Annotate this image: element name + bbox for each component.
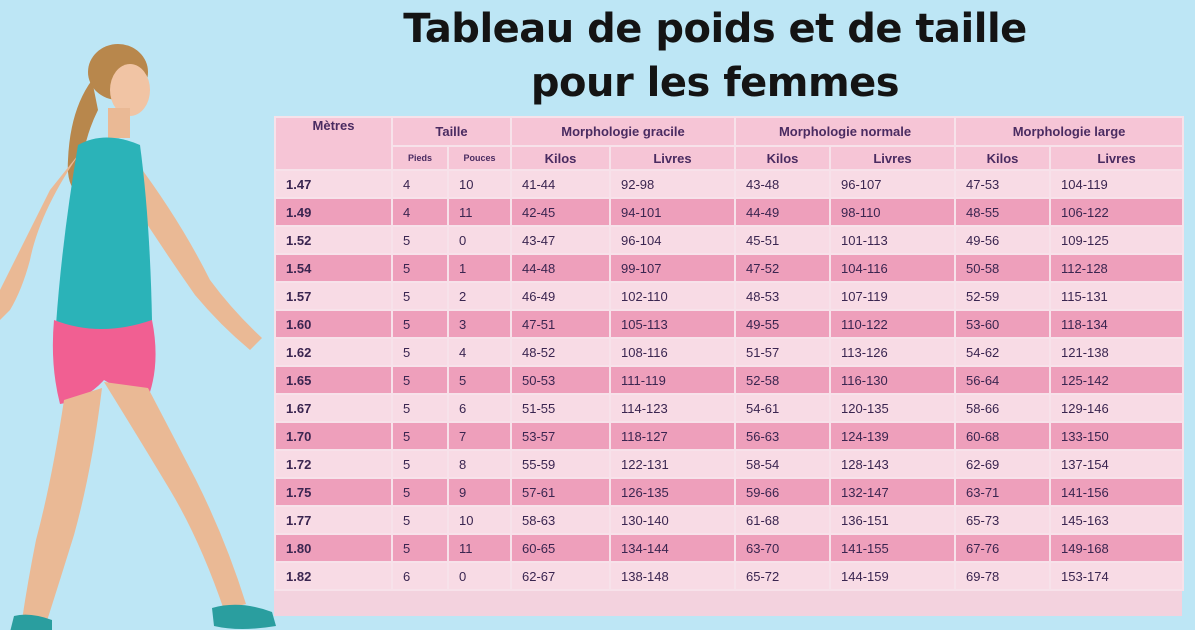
header-pieds: Pieds — [392, 146, 448, 170]
header-normale: Morphologie normale — [735, 117, 955, 146]
table-cell: 153-174 — [1050, 562, 1183, 590]
table-cell: 116-130 — [830, 366, 955, 394]
table-cell: 0 — [448, 562, 511, 590]
table-cell: 124-139 — [830, 422, 955, 450]
table-cell: 5 — [392, 534, 448, 562]
table-cell: 5 — [392, 506, 448, 534]
table-cell: 8 — [448, 450, 511, 478]
table-cell: 5 — [392, 478, 448, 506]
table-cell: 3 — [448, 310, 511, 338]
table-cell: 96-104 — [610, 226, 735, 254]
table-cell: 92-98 — [610, 170, 735, 198]
table-cell: 102-110 — [610, 282, 735, 310]
table-cell: 120-135 — [830, 394, 955, 422]
table-cell: 52-59 — [955, 282, 1050, 310]
table-cell: 94-101 — [610, 198, 735, 226]
table-cell: 50-58 — [955, 254, 1050, 282]
table-cell: 4 — [392, 198, 448, 226]
table-row — [275, 394, 1183, 422]
table-cell: 4 — [448, 338, 511, 366]
table-cell: 122-131 — [610, 450, 735, 478]
header-taille: Taille — [392, 117, 511, 146]
height-metres-cell: 1.72 — [275, 450, 392, 478]
height-metres-cell: 1.67 — [275, 394, 392, 422]
title-line-2: pour les femmes — [530, 60, 900, 106]
height-metres-cell: 1.57 — [275, 282, 392, 310]
table-cell: 101-113 — [830, 226, 955, 254]
table-cell: 126-135 — [610, 478, 735, 506]
table-cell: 104-116 — [830, 254, 955, 282]
table-cell: 43-48 — [735, 170, 830, 198]
table-cell: 113-126 — [830, 338, 955, 366]
table-cell: 11 — [448, 198, 511, 226]
header-pouces: Pouces — [448, 146, 511, 170]
table-cell: 47-52 — [735, 254, 830, 282]
header-large: Morphologie large — [955, 117, 1183, 146]
table-row — [275, 310, 1183, 338]
table-cell: 5 — [392, 310, 448, 338]
table-cell: 51-57 — [735, 338, 830, 366]
table-cell: 48-52 — [511, 338, 610, 366]
table-cell: 11 — [448, 534, 511, 562]
table-cell: 5 — [392, 422, 448, 450]
height-metres-cell: 1.82 — [275, 562, 392, 590]
table-cell: 46-49 — [511, 282, 610, 310]
table-cell: 48-55 — [955, 198, 1050, 226]
table-cell: 2 — [448, 282, 511, 310]
table-row — [275, 534, 1183, 562]
table-cell: 52-58 — [735, 366, 830, 394]
table-cell: 49-55 — [735, 310, 830, 338]
table-cell: 4 — [392, 170, 448, 198]
table-cell: 47-51 — [511, 310, 610, 338]
table-row — [275, 366, 1183, 394]
table-row — [275, 282, 1183, 310]
height-metres-cell: 1.65 — [275, 366, 392, 394]
table-cell: 51-55 — [511, 394, 610, 422]
table-cell: 136-151 — [830, 506, 955, 534]
header-metres: Mètres — [275, 117, 392, 170]
page-title — [330, 2, 1100, 110]
table-cell: 145-163 — [1050, 506, 1183, 534]
table-cell: 112-128 — [1050, 254, 1183, 282]
table-row — [275, 450, 1183, 478]
table-row — [275, 478, 1183, 506]
table-cell: 55-59 — [511, 450, 610, 478]
table-cell: 0 — [448, 226, 511, 254]
table-cell: 43-47 — [511, 226, 610, 254]
table-cell: 63-71 — [955, 478, 1050, 506]
table-cell: 115-131 — [1050, 282, 1183, 310]
table-cell: 49-56 — [955, 226, 1050, 254]
table-cell: 106-122 — [1050, 198, 1183, 226]
table-cell: 58-54 — [735, 450, 830, 478]
table-cell: 138-148 — [610, 562, 735, 590]
table-cell: 53-57 — [511, 422, 610, 450]
table-cell: 9 — [448, 478, 511, 506]
height-metres-cell: 1.49 — [275, 198, 392, 226]
table-row — [275, 226, 1183, 254]
table-body — [275, 170, 1183, 590]
table-cell: 47-53 — [955, 170, 1050, 198]
weight-height-table — [274, 116, 1182, 616]
table-cell: 44-48 — [511, 254, 610, 282]
table-cell: 54-61 — [735, 394, 830, 422]
table-cell: 5 — [392, 394, 448, 422]
table-cell: 7 — [448, 422, 511, 450]
table-cell: 132-147 — [830, 478, 955, 506]
table-row — [275, 422, 1183, 450]
header-livres: Livres — [1050, 146, 1183, 170]
title-line-1: Tableau de poids et de taille — [403, 6, 1027, 52]
table-cell: 99-107 — [610, 254, 735, 282]
table-cell: 5 — [392, 366, 448, 394]
table-cell: 128-143 — [830, 450, 955, 478]
table-cell: 118-127 — [610, 422, 735, 450]
table-cell: 6 — [392, 562, 448, 590]
table-row — [275, 562, 1183, 590]
table-cell: 45-51 — [735, 226, 830, 254]
table-cell: 98-110 — [830, 198, 955, 226]
table-cell: 60-68 — [955, 422, 1050, 450]
table-cell: 5 — [392, 450, 448, 478]
header-kilos: Kilos — [511, 146, 610, 170]
table-cell: 10 — [448, 506, 511, 534]
table-cell: 65-72 — [735, 562, 830, 590]
table-cell: 65-73 — [955, 506, 1050, 534]
height-metres-cell: 1.47 — [275, 170, 392, 198]
table-cell: 125-142 — [1050, 366, 1183, 394]
height-metres-cell: 1.54 — [275, 254, 392, 282]
height-metres-cell: 1.62 — [275, 338, 392, 366]
table-cell: 42-45 — [511, 198, 610, 226]
table-cell: 53-60 — [955, 310, 1050, 338]
table-cell: 56-64 — [955, 366, 1050, 394]
table-cell: 105-113 — [610, 310, 735, 338]
table-cell: 108-116 — [610, 338, 735, 366]
header-livres: Livres — [610, 146, 735, 170]
header-kilos: Kilos — [955, 146, 1050, 170]
height-metres-cell: 1.52 — [275, 226, 392, 254]
table-cell: 63-70 — [735, 534, 830, 562]
table-cell: 59-66 — [735, 478, 830, 506]
table-cell: 1 — [448, 254, 511, 282]
table-row — [275, 198, 1183, 226]
table-cell: 130-140 — [610, 506, 735, 534]
table-cell: 41-44 — [511, 170, 610, 198]
table-row — [275, 338, 1183, 366]
table-cell: 67-76 — [955, 534, 1050, 562]
table-cell: 56-63 — [735, 422, 830, 450]
table-cell: 44-49 — [735, 198, 830, 226]
table-cell: 96-107 — [830, 170, 955, 198]
table-cell: 144-159 — [830, 562, 955, 590]
table-cell: 111-119 — [610, 366, 735, 394]
table-cell: 10 — [448, 170, 511, 198]
table-cell: 60-65 — [511, 534, 610, 562]
height-metres-cell: 1.70 — [275, 422, 392, 450]
header-kilos: Kilos — [735, 146, 830, 170]
header-gracile: Morphologie gracile — [511, 117, 735, 146]
table-cell: 121-138 — [1050, 338, 1183, 366]
table-cell: 6 — [448, 394, 511, 422]
height-metres-cell: 1.77 — [275, 506, 392, 534]
table-cell: 134-144 — [610, 534, 735, 562]
table-row — [275, 254, 1183, 282]
table-cell: 137-154 — [1050, 450, 1183, 478]
table-row — [275, 506, 1183, 534]
table-cell: 107-119 — [830, 282, 955, 310]
height-metres-cell: 1.75 — [275, 478, 392, 506]
table-cell: 5 — [392, 282, 448, 310]
table-cell: 58-66 — [955, 394, 1050, 422]
table-cell: 58-63 — [511, 506, 610, 534]
header-livres: Livres — [830, 146, 955, 170]
table-cell: 129-146 — [1050, 394, 1183, 422]
table-cell: 57-61 — [511, 478, 610, 506]
height-metres-cell: 1.80 — [275, 534, 392, 562]
table-cell: 141-155 — [830, 534, 955, 562]
table-cell: 61-68 — [735, 506, 830, 534]
height-metres-cell: 1.60 — [275, 310, 392, 338]
table-cell: 149-168 — [1050, 534, 1183, 562]
woman-walking-illustration — [0, 20, 300, 630]
table-cell: 133-150 — [1050, 422, 1183, 450]
table-cell: 109-125 — [1050, 226, 1183, 254]
table-cell: 114-123 — [610, 394, 735, 422]
table-cell: 48-53 — [735, 282, 830, 310]
table-row — [275, 170, 1183, 198]
table-cell: 62-69 — [955, 450, 1050, 478]
table-cell: 5 — [392, 254, 448, 282]
table-cell: 5 — [392, 338, 448, 366]
table-cell: 62-67 — [511, 562, 610, 590]
table-cell: 5 — [392, 226, 448, 254]
table-cell: 54-62 — [955, 338, 1050, 366]
table-cell: 50-53 — [511, 366, 610, 394]
table-cell: 118-134 — [1050, 310, 1183, 338]
table-cell: 104-119 — [1050, 170, 1183, 198]
table-cell: 69-78 — [955, 562, 1050, 590]
table-cell: 141-156 — [1050, 478, 1183, 506]
table-cell: 110-122 — [830, 310, 955, 338]
table-cell: 5 — [448, 366, 511, 394]
